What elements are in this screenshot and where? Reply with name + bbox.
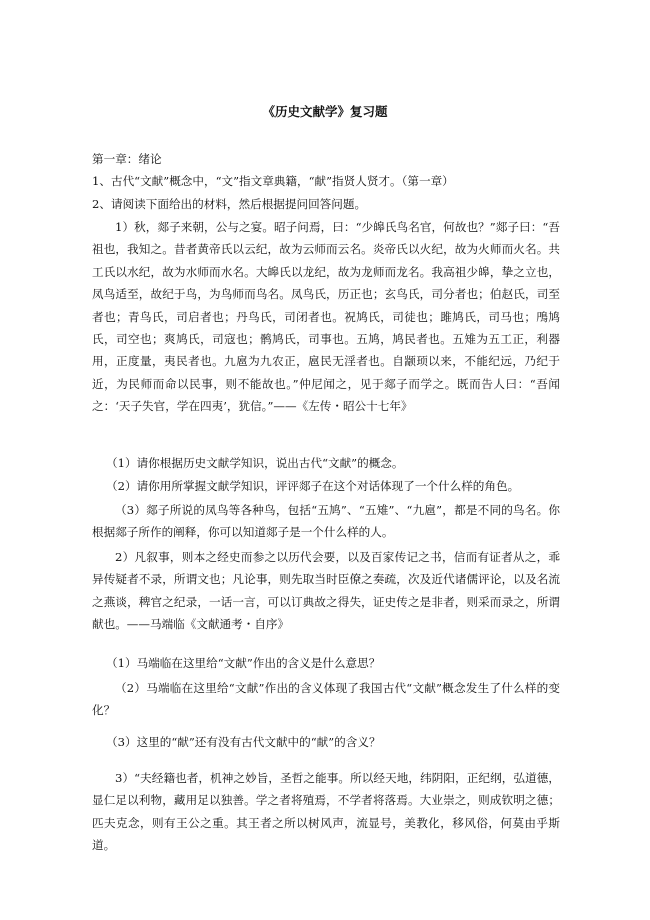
chapter-heading: 第一章：绪论 — [92, 152, 162, 166]
question-2: 2、请阅读下面给出的材料，然后根据提问回答问题。 — [92, 197, 367, 211]
passage-2: 2）凡叙事，则本之经史而参之以历代会要，以及百家传记之书，信而有证者从之，乖异传疑者不录，所谓文也；凡论事，则先取当时臣僚之奏疏，次及近代诸儒评论，以及名流之燕谈，稗官之纪录，一话一言，可以订典故之得失，证史传之是非者，则采而录之，所谓献也。——马端临《文献通考・自序》 — [92, 550, 560, 632]
passage-2-question-2: （2）马端临在这里给“文献”作出的含义体现了我国古代“文献”概念发生了什么样的变化？ — [92, 681, 560, 718]
document-title: 《历史文献学》复习题 — [262, 104, 388, 119]
passage-1-question-1: （1）请你根据历史文献学知识，说出古代“文献”的概念。 — [106, 456, 404, 470]
passage-1-question-3: （3）郯子所说的凤鸟等各种鸟，包括“五鸠”、“五雉”、“九扈”，都是不同的鸟名。你根据郯子所作的阐释，你可以知道郯子是一个什么样的人。 — [92, 503, 560, 540]
passage-2-question-1: （1）马端临在这里给“文献”作出的含义是什么意思？ — [106, 656, 381, 670]
question-1: 1、古代“文献”概念中，“文”指文章典籍，“献”指贤人贤才。（第一章） — [92, 174, 454, 188]
passage-2-question-3: （3）这里的“献”还有没有古代文献中的“献”的含义？ — [106, 735, 381, 749]
passage-3: 3）“夫经籍也者，机神之妙旨，圣哲之能事。所以经天地，纬阴阳，正纪纲，弘道德，显仁足以利物，藏用足以独善。学之者将殖焉，不学者将落焉。大业崇之，则成钦明之德；匹夫克念，则有王公之重。其王者之所以树风声，流显号，美教化，移风俗，何莫由乎斯道。 — [92, 771, 560, 853]
passage-1-question-2: （2）请你用所掌握文献学知识，评评郯子在这个对话体现了一个什么样的角色。 — [106, 479, 520, 493]
passage-1: 1）秋，郯子来朝，公与之宴。昭子问焉，曰：“少皞氏鸟名官，何故也？”郯子曰：“吾祖也，我知之。昔者黄帝氏以云纪，故为云师而云名。炎帝氏以火纪，故为火师而火名。共工氏以水纪，故为水师而水名。大皞氏以龙纪，故为龙师而龙名。我高祖少皞，挚之立也，凤鸟适至，故纪于鸟，为鸟师而鸟名。凤鸟氏，历正也；玄鸟氏，司分者也；伯赵氏，司至者也；青鸟氏，司启者也；丹鸟氏，司闭者也。祝鸠氏，司徒也；雎鸠氏，司马也；鳲鸠氏，司空也；爽鸠氏，司寇也；鹘鸠氏，司事也。五鸠，鸠民者也。五雉为五工正，利器用，正度量，夷民者也。九扈为九农正，扈民无淫者也。自颛顼以来，不能纪远，乃纪于近，为民师而命以民事，则不能故也。”仲尼闻之，见于郯子而学之。既而告人曰：“吾闻之：‘天子失官，学在四夷’，犹信。”——《左传・昭公十七年》 — [92, 220, 560, 414]
